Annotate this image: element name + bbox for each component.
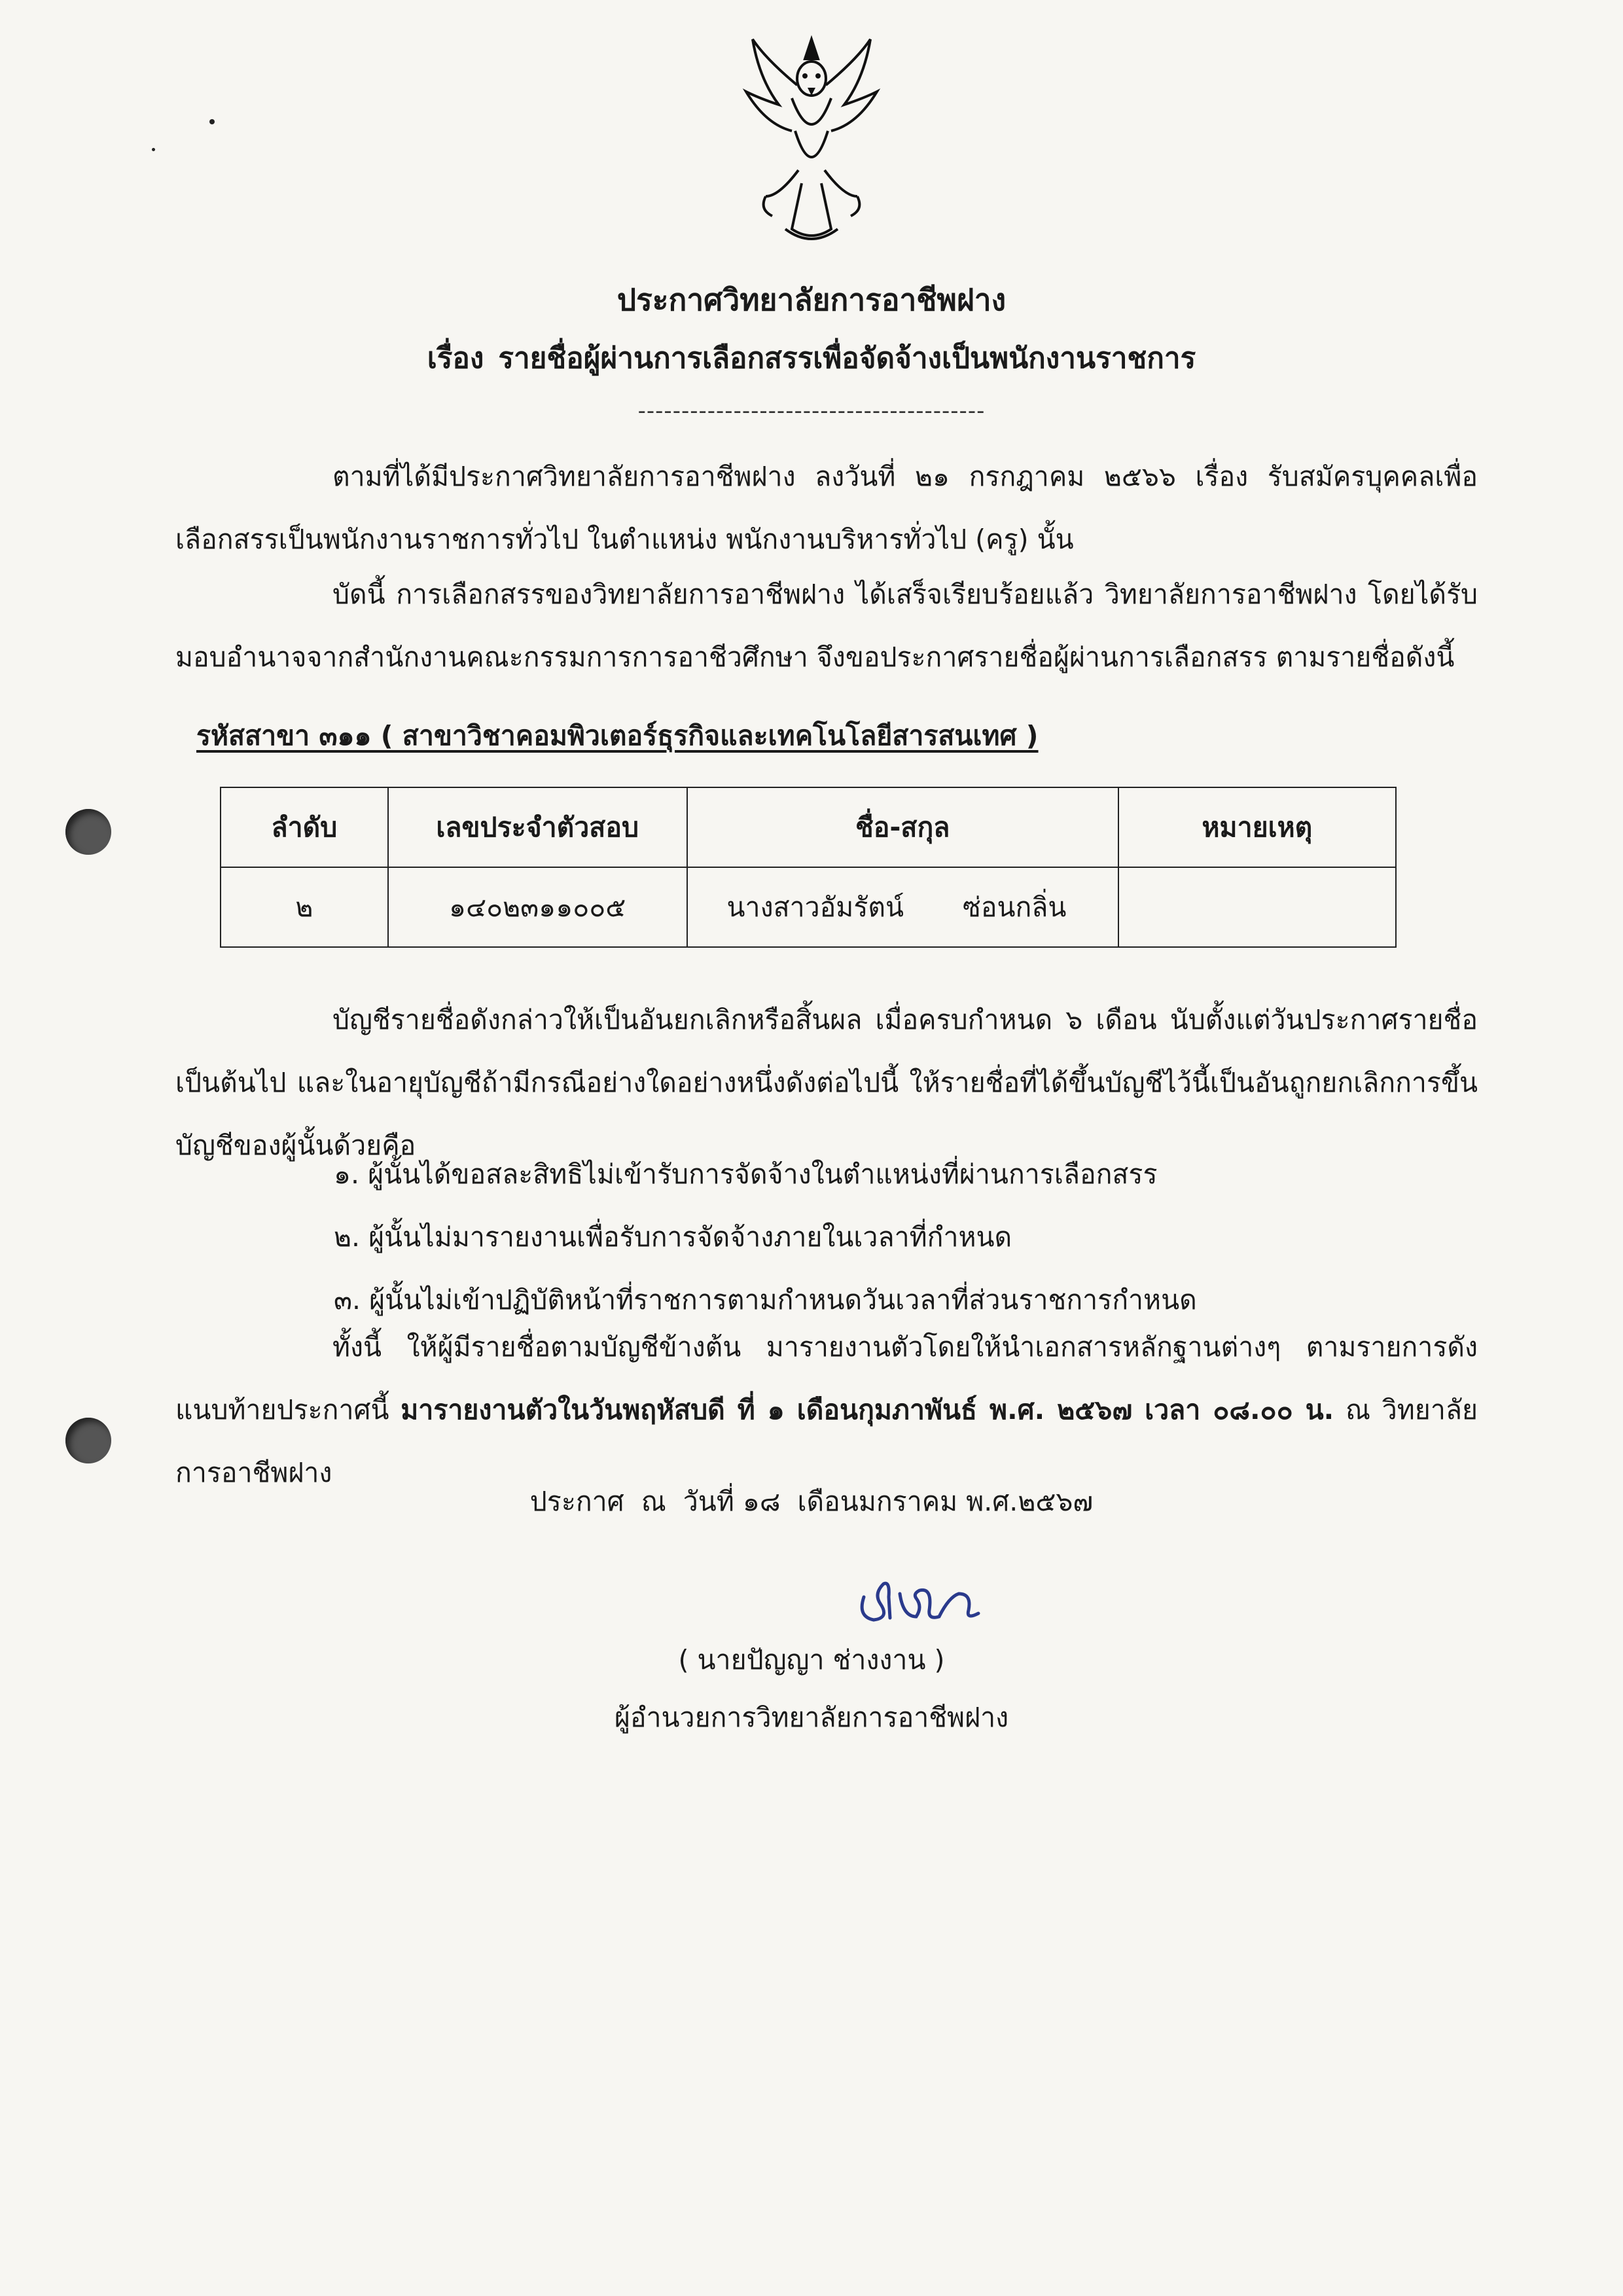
divider-rule: ---------------------------------------- (637, 398, 986, 424)
signature (844, 1558, 1001, 1636)
punch-hole (65, 1418, 111, 1463)
column-header-note: หมายเหตุ (1118, 787, 1396, 867)
section-heading: รหัสสาขา ๓๑๑ ( สาขาวิชาคอมพิวเตอร์ธุรกิจและเทคโนโลยีสารสนเทศ ) (196, 720, 1039, 751)
signer-name: ( นายปัญญา ช่างงาน ) (678, 1644, 945, 1676)
cell-first-name: นางสาวอัมรัตน์ (726, 891, 904, 923)
cell-name (687, 867, 1118, 947)
cell-last-name: ซ่อนกลิ่น (963, 891, 1067, 923)
column-header-order: ลำดับ (221, 787, 388, 867)
signer-title: ผู้อำนวยการวิทยาลัยการอาชีพฝาง (614, 1702, 1009, 1733)
paragraph-validity-text: บัญชีรายชื่อดังกล่าวให้เป็นอันยกเลิกหรือสิ้นผล เมื่อครบกำหนด ๖ เดือน นับตั้งแต่วันประกาศรายชื่อเป็นต้นไป และในอายุบัญชีถ้ามีกรณีอย่างใดอย่างหนึ่งดังต่อไปนี้ ให้รายชื่อที่ได้ขึ้นบัญชีไว้นี้เป็นอันถูกยกเลิกการขึ้นบัญชีของผู้นั้นด้วยคือ (175, 1004, 1478, 1161)
paragraph-announcement (175, 563, 1478, 689)
date-at: ณ (641, 1486, 666, 1517)
garuda-emblem-icon (740, 33, 883, 249)
results-table (220, 787, 1397, 948)
paragraph-reference (175, 445, 1478, 571)
announcement-date (0, 1480, 1623, 1523)
paragraph-report-outro: ณ วิทยาลัยการอาชีพฝาง (175, 1394, 1478, 1488)
table-header-row (221, 787, 1396, 867)
paragraph-announcement-text: บัดนี้ การเลือกสรรของวิทยาลัยการอาชีพฝาง ได้เสร็จเรียบร้อยแล้ว วิทยาลัยการอาชีพฝาง โดยได้รับมอบอำนาจจากสำนักงานคณะกรรมการการอาชีวศึกษา จึงขอประกาศรายชื่อผู้ผ่านการเลือกสรร ตามรายชื่อดังนี้ (175, 579, 1478, 673)
paragraph-report-intro: ทั้งนี้ ให้ผู้มีรายชื่อตามบัญชีข้างต้น มารายงานตัวโดยให้นำเอกสารหลักฐานต่างๆ ตามรายการดังแนบท้ายประกาศนี้ (175, 1331, 1478, 1426)
subject-label: เรื่อง (427, 342, 484, 375)
cell-order: ๒ (221, 867, 388, 947)
paper-speck (209, 119, 215, 124)
cell-note (1118, 867, 1396, 947)
paper-speck (152, 148, 155, 151)
date-label: ประกาศ (529, 1486, 624, 1517)
document-subject (0, 335, 1623, 381)
column-header-exam-id: เลขประจำตัวสอบ (388, 787, 687, 867)
condition-item: ๓. ผู้นั้นไม่เข้าปฏิบัติหน้าที่ราชการตามกำหนดวันเวลาที่ส่วนราชการกำหนด (334, 1284, 1197, 1316)
document-title: ประกาศวิทยาลัยการอาชีพฝาง (616, 282, 1007, 317)
table-row (221, 867, 1396, 947)
conditions-list (334, 1143, 1197, 1331)
punch-hole (65, 809, 111, 855)
paragraph-reference-text: ตามที่ได้มีประกาศวิทยาลัยการอาชีพฝาง ลงวันที่ ๒๑ กรกฎาคม ๒๕๖๖ เรื่อง รับสมัครบุคคลเพื่อเลือกสรรเป็นพนักงานราชการทั่วไป ในตำแหน่ง พนักงานบริหารทั่วไป (ครู) นั้น (175, 461, 1478, 555)
condition-item: ๒. ผู้นั้นไม่มารายงานเพื่อรับการจัดจ้างภายในเวลาที่กำหนด (334, 1221, 1012, 1253)
condition-item: ๑. ผู้นั้นได้ขอสละสิทธิไม่เข้ารับการจัดจ้างในตำแหน่งที่ผ่านการเลือกสรร (334, 1158, 1158, 1190)
paragraph-report (175, 1316, 1478, 1504)
date-day: วันที่ ๑๘ (683, 1486, 781, 1517)
paragraph-report-date: มารายงานตัวในวันพฤหัสบดี ที่ ๑ เดือนกุมภาพันธ์ พ.ศ. ๒๕๖๗ เวลา ๐๘.๐๐ น. (401, 1394, 1334, 1426)
subject-text: รายชื่อผู้ผ่านการเลือกสรรเพื่อจัดจ้างเป็นพนักงานราชการ (498, 342, 1196, 375)
column-header-name: ชื่อ-สกุล (687, 787, 1118, 867)
cell-exam-id: ๑๔๐๒๓๑๑๐๐๕ (388, 867, 687, 947)
date-month-year: เดือนมกราคม พ.ศ.๒๕๖๗ (797, 1486, 1094, 1517)
